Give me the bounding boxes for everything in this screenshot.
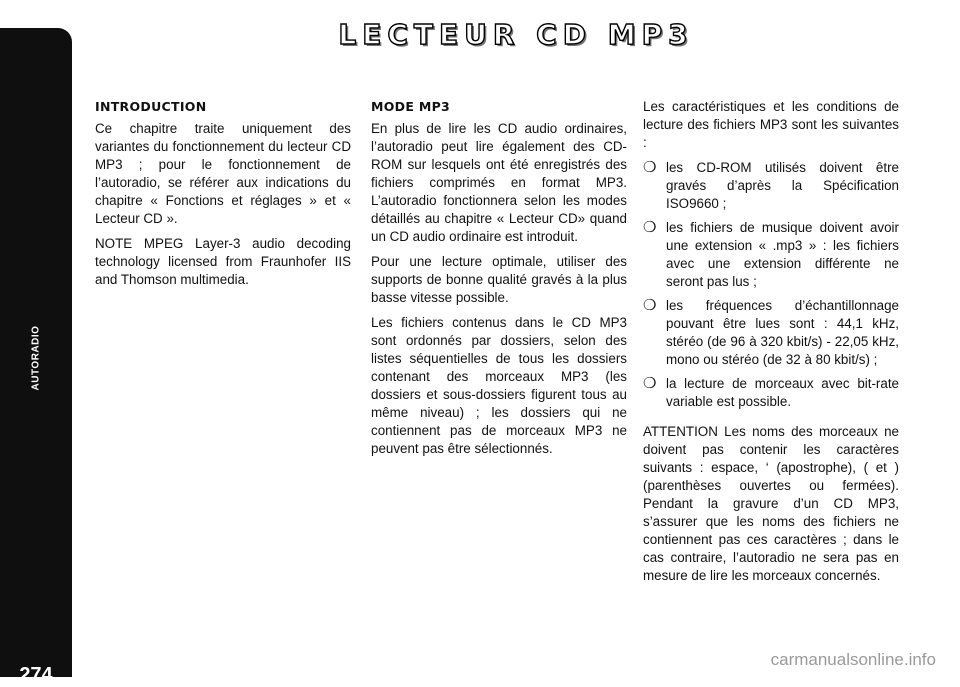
- intro-heading: INTRODUCTION: [95, 99, 207, 114]
- list-item: [643, 375, 899, 411]
- intro-column: [95, 98, 351, 296]
- list-item-text: la lecture de morceaux avec bit-rate variable est possible.: [666, 376, 899, 409]
- circle-bullet-icon: ❍: [643, 159, 657, 176]
- intro-paragraph: Ce chapitre traite uniquement des variantes du fonctionnement du lecteur CD MP3 ; pour le fonctionnement de l’autoradio, se référer aux indications du chapitre « Fonctions et réglages » et « Lecteur CD ».: [95, 121, 351, 226]
- list-item: [643, 219, 899, 291]
- page-number: 274: [19, 664, 53, 686]
- watermark: carmanualsonline.info: [770, 650, 936, 669]
- mode-mp3-paragraph: Les fichiers contenus dans le CD MP3 sont ordonnés par dossiers, selon des listes séquentielles de tous les dossiers contenant des morceaux MP3 (les dossiers et sous-dossiers figurent tous au même niveau) ; les dossiers qui ne contiennent pas de morceaux MP3 ne peuvent pas être sélectionnés.: [371, 315, 627, 456]
- list-item: [643, 159, 899, 213]
- list-item-text: les CD-ROM utilisés doivent être gravés d’après la Spécification ISO9660 ;: [666, 160, 899, 211]
- circle-bullet-icon: ❍: [643, 375, 657, 392]
- sidebar: [0, 28, 72, 686]
- mode-mp3-paragraph: Pour une lecture optimale, utiliser des supports de bonne qualité gravés à la plus basse vitesse possible.: [371, 254, 627, 305]
- list-item: [643, 297, 899, 369]
- mode-mp3-column: [371, 98, 627, 465]
- attention-note: ATTENTION Les noms des morceaux ne doivent pas contenir les caractères suivants : espace, ‘ (apostrophe), ( et ) (parenthèses ouvertes ou fermées). Pendant la gravure d’un CD MP3, s’assurer que les noms des fichiers ne contiennent pas ces caractères ; dans le cas contraire, l’autoradio ne sera pas en mesure de lire les morceaux concernés.: [643, 424, 899, 583]
- specs-list: [643, 159, 899, 411]
- page-title: LECTEUR CD MP3: [338, 18, 694, 51]
- list-item-text: les fichiers de musique doivent avoir une extension « .mp3 » : les fichiers avec une extension différente ne seront pas lus ;: [666, 220, 899, 289]
- list-item-text: les fréquences d’échantillonnage pouvant être lues sont : 44,1 kHz, stéréo (de 96 à 320 kbit/s) - 22,05 kHz, mono ou stéréo (de 32 à 80 kbit/s) ;: [666, 298, 899, 367]
- circle-bullet-icon: ❍: [643, 297, 657, 314]
- mode-mp3-paragraph: En plus de lire les CD audio ordinaires, l’autoradio peut lire également des CD-ROM sur lesquels ont été enregistrés des fichiers comprimés en format MP3. L’autoradio fonctionnera selon les modes détaillés au chapitre « Lecteur CD» quand un CD audio ordinaire est introduit.: [371, 121, 627, 244]
- specs-intro: Les caractéristiques et les conditions de lecture des fichiers MP3 sont les suivantes :: [643, 99, 899, 150]
- section-label: AUTORADIO: [30, 325, 42, 391]
- circle-bullet-icon: ❍: [643, 219, 657, 236]
- mode-mp3-heading: MODE MP3: [371, 99, 451, 114]
- specs-column: [643, 98, 899, 592]
- intro-note: NOTE MPEG Layer-3 audio decoding technology licensed from Fraunhofer IIS and Thomson multimedia.: [95, 236, 351, 287]
